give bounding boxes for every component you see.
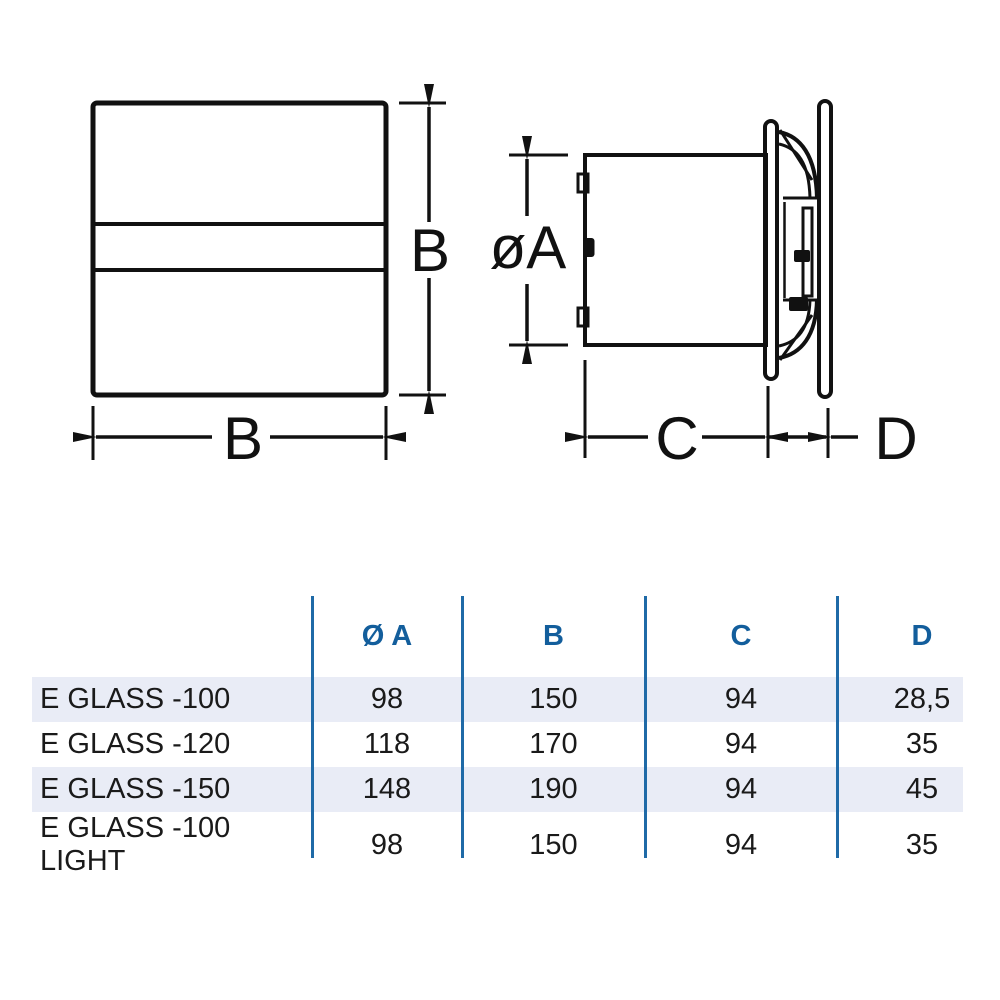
table-grid-line [644, 596, 647, 858]
value-d: 45 [905, 773, 939, 805]
table-grid-line [311, 596, 314, 858]
header-d: D [911, 620, 933, 652]
value-d: 35 [905, 728, 939, 760]
table-grid-line [836, 596, 839, 858]
table-row [32, 812, 963, 877]
dimension-table [32, 596, 963, 877]
product-name: E GLASS -150 [40, 773, 231, 805]
product-name: E GLASS -100 [40, 683, 231, 715]
dimension-b-horizontal [93, 405, 386, 472]
table-grid-line [461, 596, 464, 858]
value-c: 94 [724, 773, 758, 805]
value-oa: 98 [370, 683, 404, 715]
header-c: C [730, 620, 752, 652]
product-name: E GLASS -100 LIGHT [40, 812, 231, 877]
label-diameter-a: øA [489, 214, 567, 281]
label-b-horizontal: B [222, 405, 264, 472]
table-header-row [32, 596, 963, 677]
front-view-panel [93, 103, 386, 395]
product-name: E GLASS -120 [40, 728, 231, 760]
value-c: 94 [724, 728, 758, 760]
table-row [32, 677, 963, 722]
value-oa: 98 [370, 828, 404, 861]
dimension-b-vertical [399, 103, 450, 395]
side-view-body [578, 101, 831, 397]
value-d: 28,5 [893, 683, 951, 715]
label-c: C [655, 405, 699, 472]
header-empty [32, 596, 312, 677]
value-oa: 118 [363, 728, 411, 760]
value-b: 190 [529, 773, 578, 805]
label-b-vertical: B [409, 217, 451, 284]
value-b: 170 [529, 728, 578, 760]
dimension-d [768, 405, 918, 472]
dimension-diameter-a [490, 155, 568, 345]
header-b: B [543, 620, 564, 652]
table-row [32, 767, 963, 812]
value-b: 150 [529, 828, 578, 861]
value-d: 35 [905, 828, 939, 861]
value-b: 150 [529, 683, 578, 715]
table-row [32, 722, 963, 767]
value-c: 94 [724, 828, 758, 861]
value-oa: 148 [362, 773, 412, 805]
header-diameter-a: Ø A [361, 620, 413, 652]
dimension-c [585, 360, 768, 472]
label-d: D [874, 405, 918, 472]
value-c: 94 [724, 683, 758, 715]
